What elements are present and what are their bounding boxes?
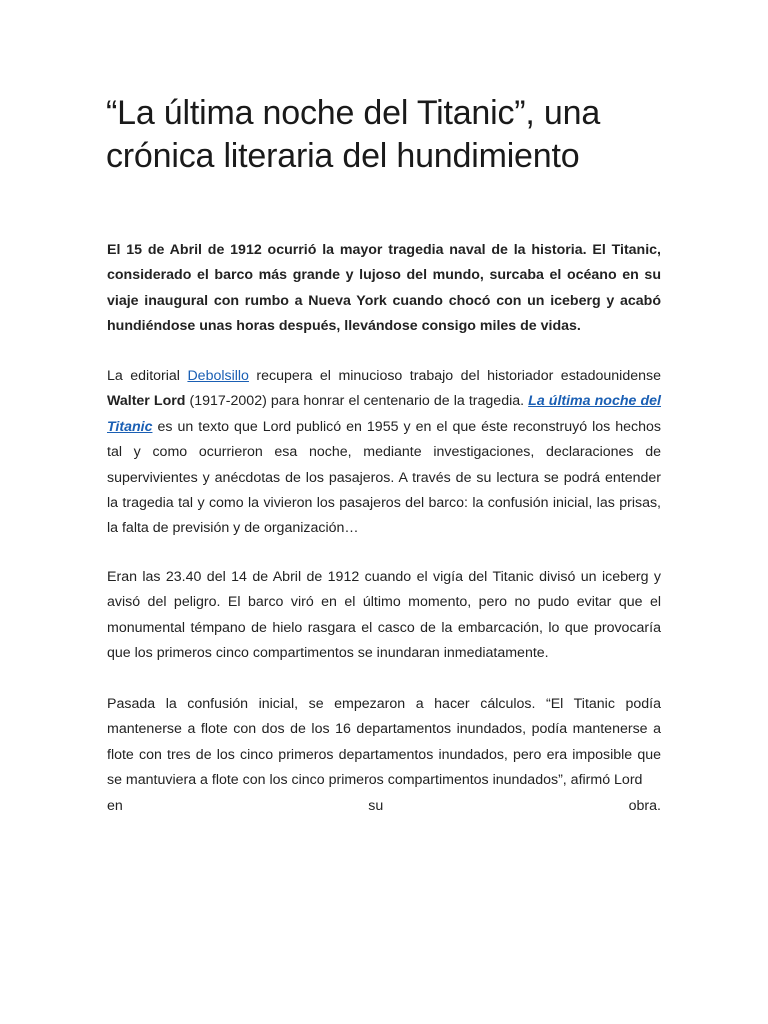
p2-text-2: recupera el minucioso trabajo del historiador estadounidense xyxy=(248,368,661,384)
author-name: Walter Lord xyxy=(107,393,186,410)
last-word: su xyxy=(368,797,384,814)
last-word: en xyxy=(107,797,123,814)
calculations-paragraph xyxy=(107,692,661,819)
calculations-last-line xyxy=(107,794,661,819)
last-word: obra. xyxy=(628,797,661,814)
p2-text-1: La editorial xyxy=(107,368,188,384)
publisher-link[interactable]: Debolsillo xyxy=(187,368,249,384)
iceberg-paragraph: Eran las 23.40 del 14 de Abril de 1912 cuando el vigía del Titanic divisó un iceberg y avisó del peligro. El barco viró en el último momento, pero no pudo evitar que el monumental témpano de hielo rasgara el casco de la embarcación, lo que provocaría que los primeros cinco compartimentos se inundaran inmediatamente. xyxy=(107,569,661,662)
intro-paragraph: El 15 de Abril de 1912 ocurrió la mayor tragedia naval de la historia. El Titanic, considerado el barco más grande y lujoso del mundo, surcaba el océano en su viaje inaugural con rumbo a Nueva York cuando chocó con un iceberg y acabó hundiéndose unas horas después, llevándose consigo miles de vidas. xyxy=(107,242,661,335)
calculations-text: Pasada la confusión inicial, se empezaron a hacer cálculos. “El Titanic podía mantenerse a flote con dos de los 16 departamentos inundados, podía mantenerse a flote con tres de los cinco primeros departamentos inundados, pero era imposible que se mantuviera a flote con los cinco primeros compartimentos inundados”, afirmó Lord xyxy=(107,696,661,789)
publisher-paragraph xyxy=(107,364,661,542)
book-title-link[interactable]: La última noche del Titanic xyxy=(107,393,661,435)
article-title: “La última noche del Titanic”, una crónica literaria del hundimiento xyxy=(106,94,601,175)
p2-text-3: (1917-2002) para honrar el centenario de la tragedia. xyxy=(185,393,529,410)
p2-text-4: es un texto que Lord publicó en 1955 y en el que éste reconstruyó los hechos tal y como ocurrieron esa noche, mediante investigaciones, declaraciones de supervivientes y anécdotas de los pasajeros. A través de su lectura se podrá entender la tragedia tal y como la vivieron los pasajeros del barco: la confusión inicial, las prisas, la falta de previsión y de organización… xyxy=(107,418,661,537)
